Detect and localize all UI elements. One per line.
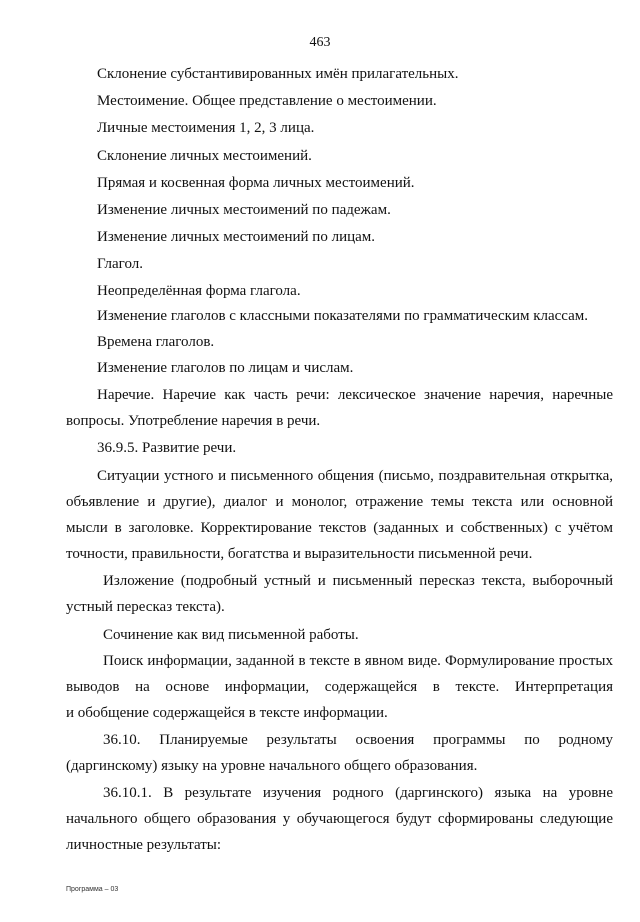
personal-paragraph-line: 36.10.1. В результате изучения родного (даргинского) языка на уровне [103,785,613,801]
text-line: Изменение глаголов с классными показателями по грамматическим классам. [97,308,589,324]
text-line: Времена глаголов. [97,334,215,350]
results-paragraph-line: 36.10. Планируемые результаты освоения программы по родному [103,732,613,748]
text-line: Изменение личных местоимений по падежам. [97,202,391,218]
text-line: Личные местоимения 1, 2, 3 лица. [97,120,315,136]
essay-line: Сочинение как вид письменной работы. [103,627,359,643]
text-line: Местоимение. Общее представление о местоимении. [97,93,437,109]
situations-paragraph-line: объявление и другие), диалог и монолог, отражение темы текста или основной [66,494,613,510]
search-paragraph-line: Поиск информации, заданной в тексте в явном виде. Формулирование простых [103,653,613,669]
adverb-paragraph-line: Наречие. Наречие как часть речи: лексическое значение наречия, наречные [97,387,613,403]
results-paragraph-line: (даргинскому) языку на уровне начального общего образования. [66,758,478,774]
page-number: 463 [309,35,331,50]
summary-paragraph-line: устный пересказ текста). [66,599,225,615]
text-line: Изменение глаголов по лицам и числам. [97,360,354,376]
summary-paragraph-line: Изложение (подробный устный и письменный пересказ текста, выборочный [103,573,613,589]
situations-paragraph-line: Ситуации устного и письменного общения (письмо, поздравительная открытка, [97,468,613,484]
text-line: Глагол. [97,256,144,272]
situations-paragraph-line: точности, правильности, богатства и выразительности письменной речи. [66,546,533,562]
search-paragraph-line: выводов на основе информации, содержащейся в тексте. Интерпретация [66,679,613,695]
text-line: Прямая и косвенная форма личных местоимений. [97,175,415,191]
situations-paragraph-line: мысли в заголовке. Корректирование текстов (заданных и собственных) с учётом [66,520,613,536]
adverb-paragraph-line: вопросы. Употребление наречия в речи. [66,413,321,429]
search-paragraph-line: и обобщение содержащейся в тексте информации. [66,705,388,721]
personal-paragraph-line: начального общего образования у обучающегося будут сформированы следующие [66,811,613,827]
text-line: Неопределённая форма глагола. [97,283,301,299]
personal-paragraph-line: личностные результаты: [66,837,222,853]
text-line: Изменение личных местоимений по лицам. [97,229,376,245]
page-footer: Программа – 03 [66,886,119,893]
text-line: Склонение личных местоимений. [97,148,312,164]
text-line: Склонение субстантивированных имён прилагательных. [97,66,459,82]
section-heading: 36.9.5. Развитие речи. [97,440,237,456]
